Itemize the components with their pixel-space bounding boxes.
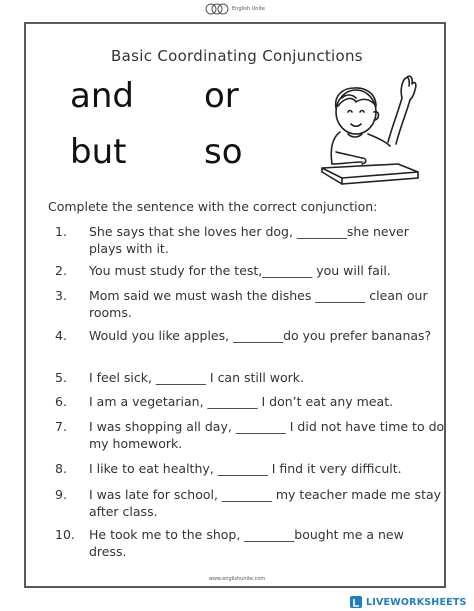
question-number: 5. <box>55 370 67 385</box>
question-number: 8. <box>55 461 67 476</box>
conjunction-but: but <box>70 132 127 172</box>
question-text: I like to eat healthy, ________ I find it very difficult. <box>89 461 402 476</box>
question-text: I was late for school, ________ my teacher made me stay after class. <box>89 487 442 519</box>
page-title: Basic Coordinating Conjunctions <box>111 47 363 65</box>
question-text: Would you like apples, ________do you prefer bananas? <box>89 328 432 343</box>
conjunction-and: and <box>70 76 134 116</box>
question-number: 7. <box>55 419 67 434</box>
english-unite-logo <box>205 3 265 15</box>
liveworksheets-brand[interactable] <box>350 595 467 609</box>
question-number: 4. <box>55 328 67 343</box>
english-unite-logo-icon <box>205 3 229 15</box>
question-number: 3. <box>55 288 67 303</box>
question-number: 1. <box>55 224 67 239</box>
boy-raising-hand-icon <box>318 72 430 194</box>
logo-text: English Unite <box>232 6 265 12</box>
conjunction-so: so <box>204 132 243 172</box>
question-number: 9. <box>55 487 67 502</box>
footer-website: www.englishunite.com <box>208 576 266 582</box>
question-number: 2. <box>55 263 67 278</box>
liveworksheets-label: LIVEWORKSHEETS <box>366 596 467 608</box>
question-text: I am a vegetarian, ________ I don’t eat any meat. <box>89 394 394 409</box>
question-text: I was shopping all day, ________ I did not have time to do my homework. <box>89 419 445 451</box>
question-text: You must study for the test,________ you will fail. <box>89 263 391 278</box>
question-number: 10. <box>55 527 75 542</box>
question-text: She says that she loves her dog, ________she never plays with it. <box>89 224 409 256</box>
conjunction-or: or <box>204 76 239 116</box>
instruction-text: Complete the sentence with the correct conjunction: <box>48 199 378 214</box>
liveworksheets-logo-icon <box>350 596 362 608</box>
question-text: I feel sick, ________ I can still work. <box>89 370 305 385</box>
question-text: Mom said we must wash the dishes ________ clean our rooms. <box>89 288 428 320</box>
question-number: 6. <box>55 394 67 409</box>
question-text: He took me to the shop, ________bought me a new dress. <box>89 527 404 559</box>
